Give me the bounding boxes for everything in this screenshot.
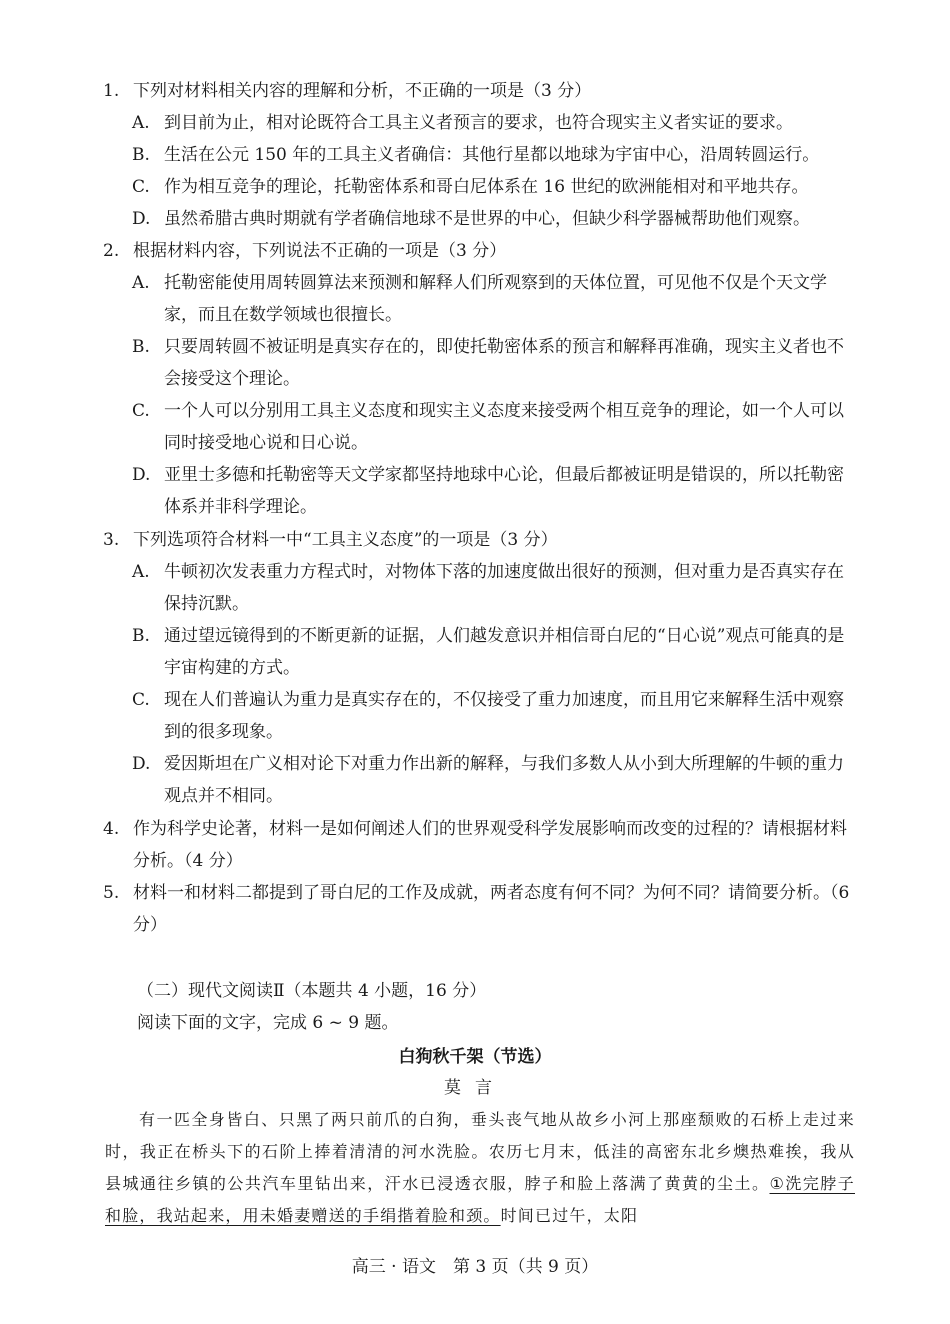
option-text: 亚里士多德和托勒密等天文学家都坚持地球中心论，但最后都被证明是错误的，所以托勒密体系并非科学理论。 [164, 465, 844, 517]
option-letter: C. [132, 401, 150, 421]
option-text: 牛顿初次发表重力方程式时，对物体下落的加速度做出很好的预测，但对重力是否真实存在保持沉默。 [164, 562, 844, 614]
question-stem: 材料一和材料二都提到了哥白尼的工作及成就，两者态度有何不同？为何不同？请简要分析。（6 分） [133, 883, 850, 935]
question-stem: 作为科学史论著，材料一是如何阐述人们的世界观受科学发展影响而改变的过程的？请根据材料分析。（4 分） [133, 819, 847, 871]
option-2a [132, 267, 857, 331]
option-text: 生活在公元 150 年的工具主义者确信：其他行星都以地球为宇宙中心，沿周转圆运行。 [164, 145, 820, 165]
page-footer: 高三 · 语文 第 3 页（共 9 页） [351, 1257, 599, 1277]
question-stem: 下列对材料相关内容的理解和分析，不正确的一项是（3 分） [133, 81, 592, 101]
option-letter: A. [132, 113, 150, 133]
option-text: 作为相互竞争的理论，托勒密体系和哥白尼体系在 16 世纪的欧洲能相对和平地共存。 [164, 177, 809, 197]
option-letter: D. [132, 465, 151, 485]
question-1 [103, 75, 863, 107]
question-stem: 下列选项符合材料一中“工具主义态度”的一项是（3 分） [133, 530, 558, 550]
section-instruction: 阅读下面的文字，完成 6 ~ 9 题。 [137, 1013, 399, 1033]
option-3d [132, 748, 857, 812]
question-2 [103, 235, 863, 267]
option-letter: C. [132, 690, 150, 710]
option-letter: A. [132, 273, 150, 293]
question-5 [103, 877, 863, 941]
option-3b [132, 620, 857, 684]
option-letter: A. [132, 562, 150, 582]
section-heading: （二）现代文阅读Ⅱ（本题共 4 小题，16 分） [137, 981, 487, 1001]
option-3c [132, 684, 857, 748]
option-letter: B. [132, 145, 150, 165]
question-stem: 根据材料内容，下列说法不正确的一项是（3 分） [133, 241, 507, 261]
option-text: 一个人可以分别用工具主义态度和现实主义态度来接受两个相互竞争的理论，如一个人可以同时接受地心说和日心说。 [164, 401, 844, 453]
question-number: 2. [103, 241, 120, 261]
option-text: 到目前为止，相对论既符合工具主义者预言的要求，也符合现实主义者实证的要求。 [164, 113, 793, 133]
option-letter: B. [132, 626, 150, 646]
option-letter: D. [132, 754, 151, 774]
option-letter: B. [132, 337, 150, 357]
option-1d [132, 203, 857, 235]
option-1a [132, 107, 857, 139]
question-number: 3. [103, 530, 120, 550]
option-2d [132, 459, 857, 523]
option-text: 只要周转圆不被证明是真实存在的，即使托勒密体系的预言和解释再准确，现实主义者也不会接受这个理论。 [164, 337, 844, 389]
option-text: 通过望远镜得到的不断更新的证据，人们越发意识并相信哥白尼的“日心说”观点可能真的是宇宙构建的方式。 [164, 626, 845, 678]
passage-body [105, 1104, 855, 1232]
option-1c [132, 171, 857, 203]
question-3 [103, 524, 863, 556]
passage-text: 有一匹全身皆白、只黑了两只前爪的白狗，垂头丧气地从故乡小河上那座颓败的石桥上走过来时，我正在桥头下的石阶上捧着清清的河水洗脸。农历七月末，低洼的高密东北乡燠热难挨，我从县城通往乡镇的公共汽车里钻出来，汗水已浸透衣服，脖子和脸上落满了黄黄的尘土。 [105, 1110, 855, 1193]
option-3a [132, 556, 857, 620]
option-letter: C. [132, 177, 150, 197]
option-text: 现在人们普遍认为重力是真实存在的，不仅接受了重力加速度，而且用它来解释生活中观察到的很多现象。 [164, 690, 844, 742]
passage-underlined-sentence: ①洗完脖子和脸，我站起来，用未婚妻赠送的手绢揩着脸和颈。 [105, 1174, 855, 1225]
option-2c [132, 395, 857, 459]
question-number: 4. [103, 819, 120, 839]
question-number: 1. [103, 81, 120, 101]
question-number: 5. [103, 883, 120, 903]
option-letter: D. [132, 209, 151, 229]
option-text: 虽然希腊古典时期就有学者确信地球不是世界的中心，但缺少科学器械帮助他们观察。 [164, 209, 810, 229]
question-4 [103, 813, 863, 877]
option-text: 爱因斯坦在广义相对论下对重力作出新的解释，与我们多数人从小到大所理解的牛顿的重力观点并不相同。 [164, 754, 844, 806]
option-text: 托勒密能使用周转圆算法来预测和解释人们所观察到的天体位置，可见他不仅是个天文学家，而且在数学领域也很擅长。 [164, 273, 827, 325]
passage-title: 白狗秋千架（节选） [398, 1047, 552, 1067]
option-2b [132, 331, 857, 395]
passage-text-continued: 时间已过午，太阳 [500, 1206, 639, 1225]
option-1b [132, 139, 857, 171]
passage-author: 莫言 [444, 1078, 506, 1098]
